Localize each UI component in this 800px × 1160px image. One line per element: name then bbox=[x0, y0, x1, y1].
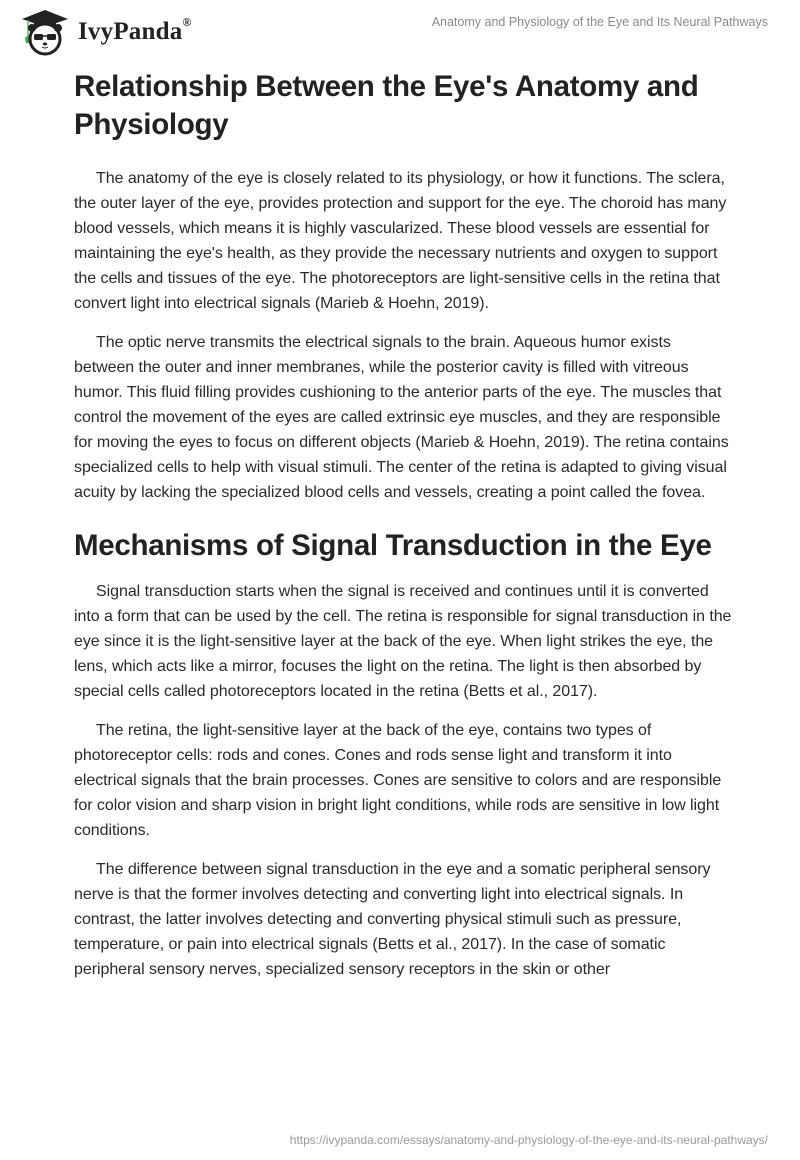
ivypanda-logo[interactable] bbox=[20, 8, 192, 56]
page-header bbox=[0, 0, 800, 56]
source-url[interactable]: https://ivypanda.com/essays/anatomy-and-physiology-of-the-eye-and-its-neural-pathways/ bbox=[289, 1133, 768, 1147]
paragraph: The retina, the light-sensitive layer at the back of the eye, contains two types of photoreceptor cells: rods and cones. Cones and rods sense light and transform it into electrical signals that the brain processes. Cones are sensitive to colors and are responsible for color vision and sharp vision in bright light conditions, while rods are sensitive in low light conditions. bbox=[74, 722, 722, 839]
paragraph: Signal transduction starts when the signal is received and continues until it is converted into a form that can be used by the cell. The retina is responsible for signal transduction in the eye since it is the light-sensitive layer at the back of the eye. When light strikes the eye, the lens, which acts like a mirror, focuses the light on the retina. The light is then absorbed by special cells called photoreceptors located in the retina (Betts et al., 2017). bbox=[74, 583, 732, 700]
paragraph: The difference between signal transduction in the eye and a somatic peripheral sensory nerve is that the former involves detecting and converting light into electrical signals. In contrast, the latter involves detecting and converting physical stimuli such as pressure, temperature, or pain into electrical signals (Betts et al., 2017). In the case of somatic peripheral sensory nerves, specialized sensory receptors in the skin or other bbox=[74, 861, 711, 978]
section-heading: Mechanisms of Signal Transduction in the Eye bbox=[74, 529, 712, 562]
paragraph: The optic nerve transmits the electrical signals to the brain. Aqueous humor exists between the outer and inner membranes, while the posterior cavity is filled with vitreous humor. This fluid filling provides cushioning to the anterior parts of the eye. The muscles that control the movement of the eyes are called extrinsic eye muscles, and they are responsible for moving the eyes to focus on different objects (Marieb & Hoehn, 2019). The retina contains specialized cells to help with visual stimuli. The center of the retina is adapted to giving visual acuity by lacking the specialized blood cells and vessels, creating a point called the fovea. bbox=[74, 334, 729, 501]
brand-name: IvyPanda® bbox=[78, 14, 192, 45]
document-title: Anatomy and Physiology of the Eye and Its Neural Pathways bbox=[431, 15, 768, 29]
panda-graduate-icon bbox=[20, 8, 70, 56]
paragraph: The anatomy of the eye is closely related to its physiology, or how it functions. The sclera, the outer layer of the eye, provides protection and support for the eye. The choroid has many blood vessels, which means it is highly vascularized. These blood vessels are essential for maintaining the eye's health, as they provide the necessary nutrients and oxygen to support the cells and tissues of the eye. The photoreceptors are light-sensitive cells in the retina that convert light into electrical signals (Marieb & Hoehn, 2019). bbox=[74, 170, 727, 312]
section-heading: Relationship Between the Eye's Anatomy and Physiology bbox=[74, 70, 699, 141]
essay-content bbox=[74, 68, 734, 996]
